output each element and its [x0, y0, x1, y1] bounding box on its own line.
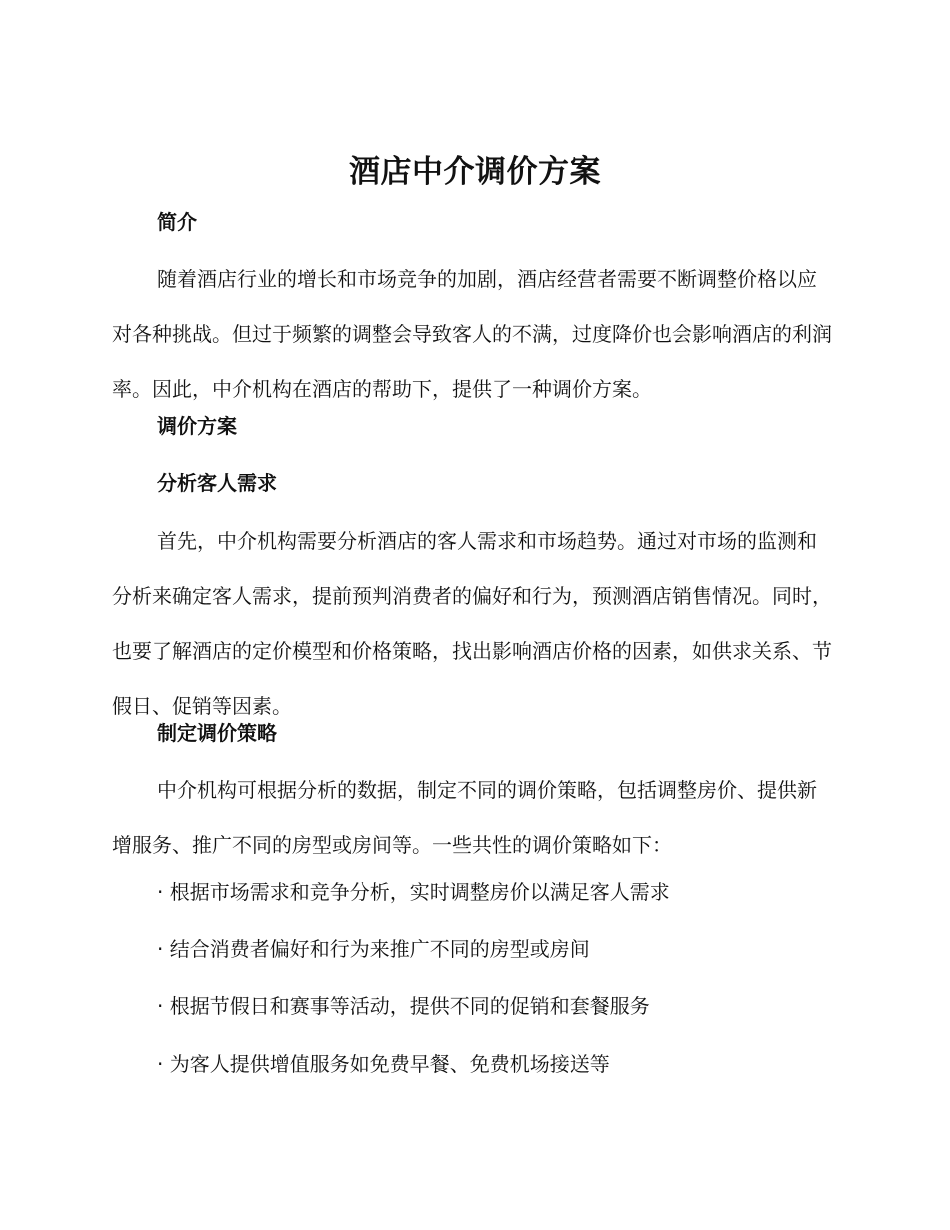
heading-intro: 简介	[157, 210, 197, 234]
paragraph-analysis: 首先，中介机构需要分析酒店的客人需求和市场趋势。通过对市场的监测和分析来确定客人需求，提前预判消费者的偏好和行为，预测酒店销售情况。同时，也要了解酒店的定价模型和价格策略，找出影响酒店价格的因素，如供求关系、节假日、促销等因素。	[112, 529, 832, 718]
bullet-item: · 结合消费者偏好和行为来推广不同的房型或房间	[157, 937, 590, 961]
heading-analysis: 分析客人需求	[157, 471, 277, 495]
paragraph-intro: 随着酒店行业的增长和市场竞争的加剧，酒店经营者需要不断调整价格以应对各种挑战。但过于频繁的调整会导致客人的不满，过度降价也会影响酒店的利润率。因此，中介机构在酒店的帮助下，提供了一种调价方案。	[112, 267, 832, 401]
heading-plan: 调价方案	[157, 414, 237, 438]
bullet-item: · 根据市场需求和竞争分析，实时调整房价以满足客人需求	[157, 880, 670, 904]
paragraph-strategy: 中介机构可根据分析的数据，制定不同的调价策略，包括调整房价、提供新增服务、推广不同的房型或房间等。一些共性的调价策略如下：	[112, 778, 817, 857]
heading-strategy: 制定调价策略	[157, 721, 277, 745]
document-title: 酒店中介调价方案	[349, 154, 601, 190]
bullet-item: · 根据节假日和赛事等活动，提供不同的促销和套餐服务	[157, 994, 650, 1018]
bullet-item: · 为客人提供增值服务如免费早餐、免费机场接送等	[157, 1052, 610, 1076]
